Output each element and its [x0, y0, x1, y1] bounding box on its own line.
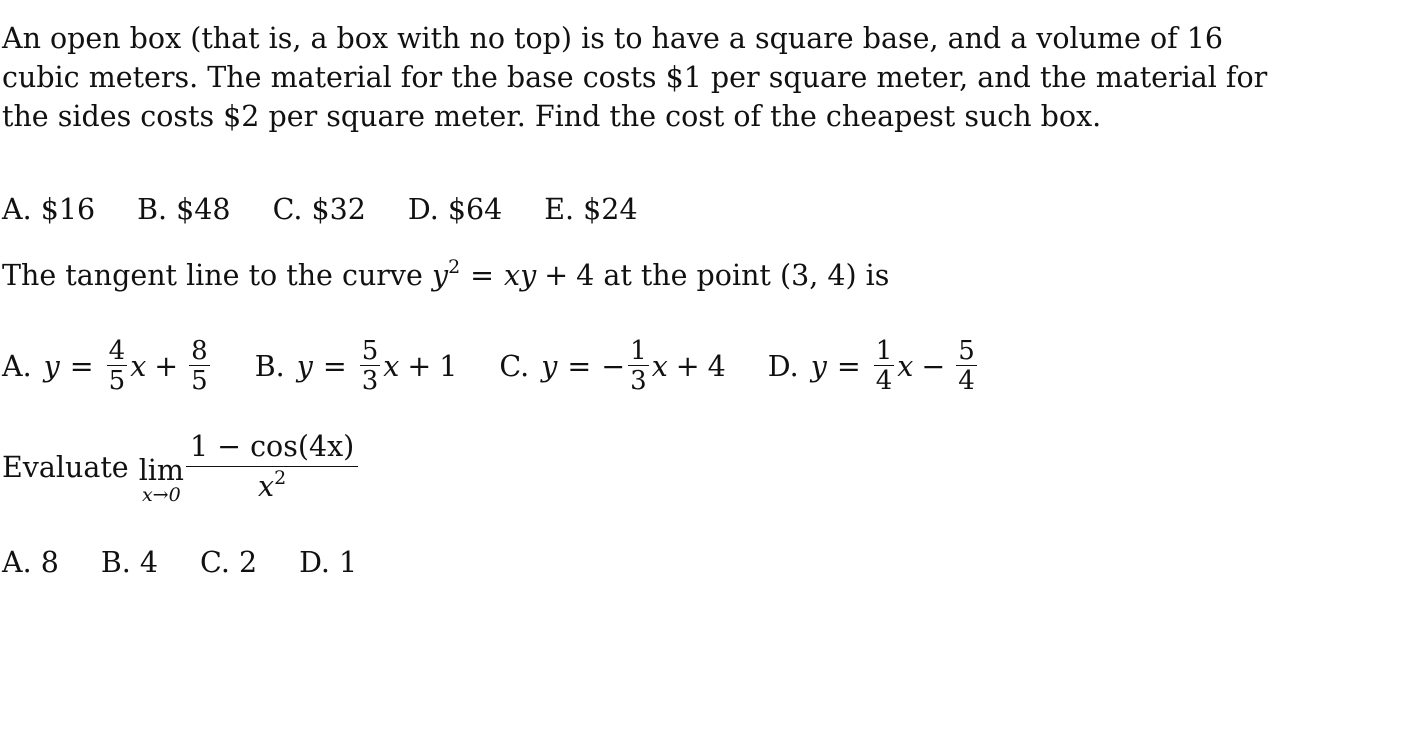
question-3-text [2, 428, 358, 507]
question-2-option-b [255, 337, 458, 396]
denominator-exponent: 2 [274, 467, 287, 489]
option-sign: − [601, 350, 626, 383]
option-constant: 4 [707, 350, 726, 383]
slope-numerator: 5 [361, 336, 379, 366]
question-2-prefix: The tangent line to the curve [2, 259, 432, 292]
option-variable: x [651, 350, 668, 383]
question-3-option-a: A. 8 [2, 546, 59, 579]
option-operator: + [407, 350, 432, 383]
slope-denominator: 3 [630, 366, 647, 396]
option-equals: = [836, 350, 861, 383]
question-3-prefix: Evaluate [2, 451, 129, 484]
limit-word: lim [138, 453, 184, 487]
option-equals: = [567, 350, 592, 383]
question-3-options [2, 543, 357, 582]
question-3-option-d: D. 1 [299, 546, 358, 579]
question-2-option-a [2, 337, 213, 396]
curve-plus: + [544, 259, 569, 292]
limit-fraction [186, 428, 358, 507]
slope-numerator: 1 [875, 336, 893, 366]
question-2-options [2, 337, 980, 396]
option-variable: x [130, 350, 147, 383]
slope-fraction [107, 337, 128, 396]
slope-numerator: 4 [108, 336, 126, 366]
slope-numerator: 1 [630, 336, 647, 366]
question-2-option-c [499, 337, 725, 396]
slope-denominator: 5 [108, 366, 126, 396]
limit-numerator: 1 − cos(4x) [189, 430, 355, 463]
option-lhs: y [43, 350, 60, 383]
question-2-suffix: is [856, 259, 890, 292]
option-constant: 1 [439, 350, 458, 383]
question-1-line-2: cubic meters. The material for the base costs $1 per square meter, and the material for [2, 61, 1268, 94]
intercept-numerator: 8 [191, 336, 208, 366]
option-variable: x [897, 350, 914, 383]
option-label: D. [767, 350, 799, 383]
intercept-denominator: 5 [191, 366, 208, 396]
tangent-point: (3, 4) [779, 259, 857, 292]
question-1-option-c: C. $32 [272, 193, 366, 226]
intercept-denominator: 4 [958, 366, 975, 396]
slope-denominator: 3 [361, 366, 379, 396]
option-equals: = [322, 350, 347, 383]
option-lhs: y [810, 350, 827, 383]
curve-rhs: xy [504, 259, 537, 292]
question-3-option-b: B. 4 [100, 546, 159, 579]
option-lhs: y [296, 350, 313, 383]
slope-fraction [360, 337, 381, 396]
intercept-fraction [956, 337, 977, 396]
limit-denominator [258, 467, 286, 507]
intercept-numerator: 5 [958, 336, 975, 366]
curve-equals: = [470, 259, 495, 292]
curve-constant: 4 [576, 259, 595, 292]
question-3-option-c: C. 2 [200, 546, 258, 579]
question-2-text [2, 256, 1222, 295]
option-operator: + [154, 350, 179, 383]
question-1-options [2, 190, 638, 229]
question-1-line-1: An open box (that is, a box with no top) is to have a square base, and a volume of 16 [2, 22, 1223, 55]
denominator-base: x [258, 470, 275, 503]
question-1-text [2, 19, 1268, 136]
question-2-option-d [768, 337, 980, 396]
question-1-option-e: E. $24 [544, 193, 638, 226]
limit-subscript: x→0 [141, 483, 181, 506]
curve-lhs-exponent: 2 [448, 256, 461, 278]
option-variable: x [383, 350, 400, 383]
limit-operator [138, 453, 184, 506]
slope-fraction [628, 337, 649, 396]
curve-lhs: y [431, 259, 449, 292]
slope-denominator: 4 [875, 366, 893, 396]
option-operator: + [675, 350, 700, 383]
intercept-fraction [189, 337, 210, 396]
question-2-mid: at the point [594, 259, 780, 292]
slope-fraction [874, 337, 895, 396]
question-1-option-a: A. $16 [2, 193, 96, 226]
option-label: C. [499, 350, 530, 383]
option-label: A. [2, 350, 32, 383]
question-1-option-b: B. $48 [137, 193, 231, 226]
option-operator: − [921, 350, 946, 383]
option-label: B. [254, 350, 285, 383]
option-equals: = [69, 350, 94, 383]
question-1-line-3: the sides costs $2 per square meter. Find the cost of the cheapest such box. [2, 100, 1102, 133]
option-lhs: y [541, 350, 558, 383]
question-1-option-d: D. $64 [407, 193, 503, 226]
